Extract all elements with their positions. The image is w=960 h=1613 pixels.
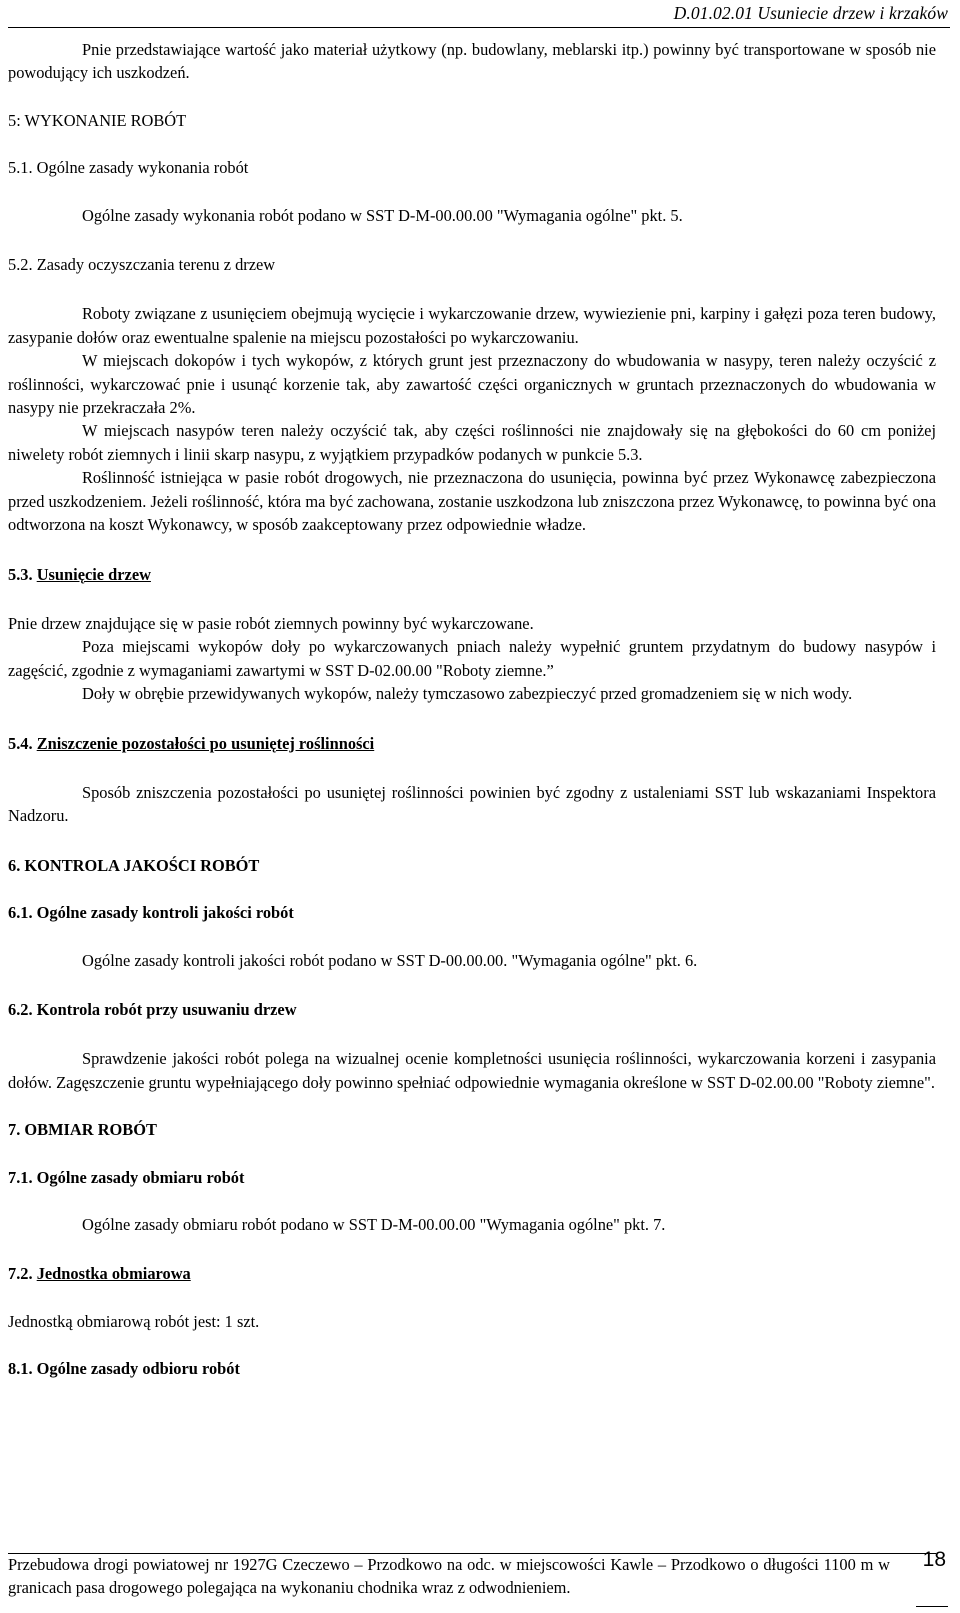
section-5-2-heading <box>8 253 936 276</box>
section-6-2-paragraph: Sprawdzenie jakości robót polega na wizualnej ocenie kompletności usunięcia roślinności, wykarczowania korzeni i zasypania dołów. Zagęszczenie gruntu wypełniającego doły powinno spełniać odpowiednie wymagania określone w SST D-02.00.00 "Roboty ziemne". <box>8 1049 936 1092</box>
section-5-4-title: Zniszczenie pozostałości po usuniętej roślinności <box>36 733 375 753</box>
section-7-heading: 7. OBMIAR ROBÓT <box>8 1120 157 1140</box>
section-7-2-text: Jednostką obmiarową robót jest: 1 szt. <box>8 1311 260 1331</box>
section-5-2-paragraph-3: W miejscach nasypów teren należy oczyścić tak, aby części roślinności nie znajdowały się na głębokości do 60 cm poniżej niwelety robót ziemnych i linii skarp nasypu, z wyjątkiem przypadków podanych w punkcie 5.3. <box>8 421 936 464</box>
document-code-header: D.01.02.01 Usuniecie drzew i krzaków <box>673 3 948 23</box>
section-5-1-heading: 5.1. Ogólne zasady wykonania robót <box>8 158 249 178</box>
section-7-1-text: Ogólne zasady obmiaru robót podano w SST D-M-00.00.00 "Wymagania ogólne" pkt. 7. <box>82 1215 666 1234</box>
footer-text: Przebudowa drogi powiatowej nr 1927G Czeczewo – Przodkowo na odc. w miejscowości Kawle – Przodkowo o długości 1100 m w granicach pasa drogowego polegająca na wykonaniu chodnika wraz z odwodnieniem. <box>8 1555 890 1598</box>
section-5-3-heading <box>8 563 936 586</box>
section-5-4-paragraph: Sposób zniszczenia pozostałości po usuniętej roślinności powinien być zgodny z ustaleniami SST lub wskazaniami Inspektora Nadzoru. <box>8 782 936 826</box>
section-5-3-paragraph-1: Pnie drzew znajdujące się w pasie robót ziemnych powinny być wykarczowane. <box>8 613 534 633</box>
section-7-1-heading: 7.1. Ogólne zasady obmiaru robót <box>8 1167 245 1187</box>
paragraph-intro: Pnie przedstawiające wartość jako materiał użytkowy (np. budowlany, meblarski itp.) powinny być transportowane w sposób nie powodujący ich uszkodzeń. <box>8 40 936 83</box>
section-8-1-heading: 8.1. Ogólne zasady odbioru robót <box>8 1359 240 1379</box>
section-5-4-heading <box>8 732 936 755</box>
section-6-heading: 6. KONTROLA JAKOŚCI ROBÓT <box>8 855 260 875</box>
section-7-2-heading <box>8 1262 936 1285</box>
section-5-3-paragraph-3: Doły w obrębie przewidywanych wykopów, należy tymczasowo zabezpieczyć przed gromadzeniem się w nich wody. <box>82 684 853 704</box>
section-5-3-title: Usunięcie drzew <box>36 564 151 584</box>
section-5-3-paragraph-2: Poza miejscami wykopów doły po wykarczowanych pniach należy wypełnić gruntem przydatnym do budowy nasypów i zagęścić, zgodnie z wymaganiami zawartymi w SST D-02.00.00 "Roboty ziemne.” <box>8 637 936 680</box>
section-6-2-heading: 6.2. Kontrola robót przy usuwaniu drzew <box>8 999 297 1019</box>
section-7-2-number: 7.2. <box>8 1264 37 1284</box>
section-5-3-number: 5.3. <box>8 564 37 584</box>
section-5-4-number: 5.4. <box>8 733 37 753</box>
page-number-underline <box>916 1606 948 1607</box>
section-6-1-heading: 6.1. Ogólne zasady kontroli jakości robót <box>8 903 294 923</box>
section-5-2-title: Zasady oczyszczania terenu z drzew <box>36 255 276 275</box>
section-5-2-number: 5.2. <box>8 255 37 275</box>
section-7-2-title: Jednostka obmiarowa <box>36 1264 191 1284</box>
document-body <box>8 38 936 1381</box>
section-5-heading: 5: WYKONANIE ROBÓT <box>8 110 187 130</box>
section-5-2-paragraph-1: Roboty związane z usunięciem obejmują wycięcie i wykarczowanie drzew, wywiezienie pni, karpiny i gałęzi poza teren budowy, zasypanie dołów oraz ewentualne spalenie na miejscu pozostałości po wykarczowaniu. <box>8 304 936 347</box>
section-5-2-paragraph-2: W miejscach dokopów i tych wykopów, z których grunt jest przeznaczony do wbudowania w nasypy, teren należy oczyścić z roślinności, wykarczować pnie i usunąć korzenie tak, aby zawartość części organicznych w gruntach przeznaczonych do wbudowania w nasypy nie przekraczała 2%. <box>8 351 936 418</box>
section-5-1-text: Ogólne zasady wykonania robót podano w SST D-M-00.00.00 "Wymagania ogólne" pkt. 5. <box>82 205 683 225</box>
header-rule <box>8 27 950 28</box>
section-6-1-text: Ogólne zasady kontroli jakości robót podano w SST D-00.00.00. "Wymagania ogólne" pkt. 6. <box>82 950 698 970</box>
section-5-2-paragraph-4: Roślinność istniejąca w pasie robót drogowych, nie przeznaczona do usunięcia, powinna być przez Wykonawcę zabezpieczona przed uszkodzeniem. Jeżeli roślinność, która ma być zachowana, zostanie uszkodzona lub zniszczona przez Wykonawcę, to powinna być ona odtworzona na koszt Wykonawcy, w sposób zaakceptowany przez odpowiednie władze. <box>8 468 936 535</box>
page-number: 18 <box>922 1548 946 1571</box>
